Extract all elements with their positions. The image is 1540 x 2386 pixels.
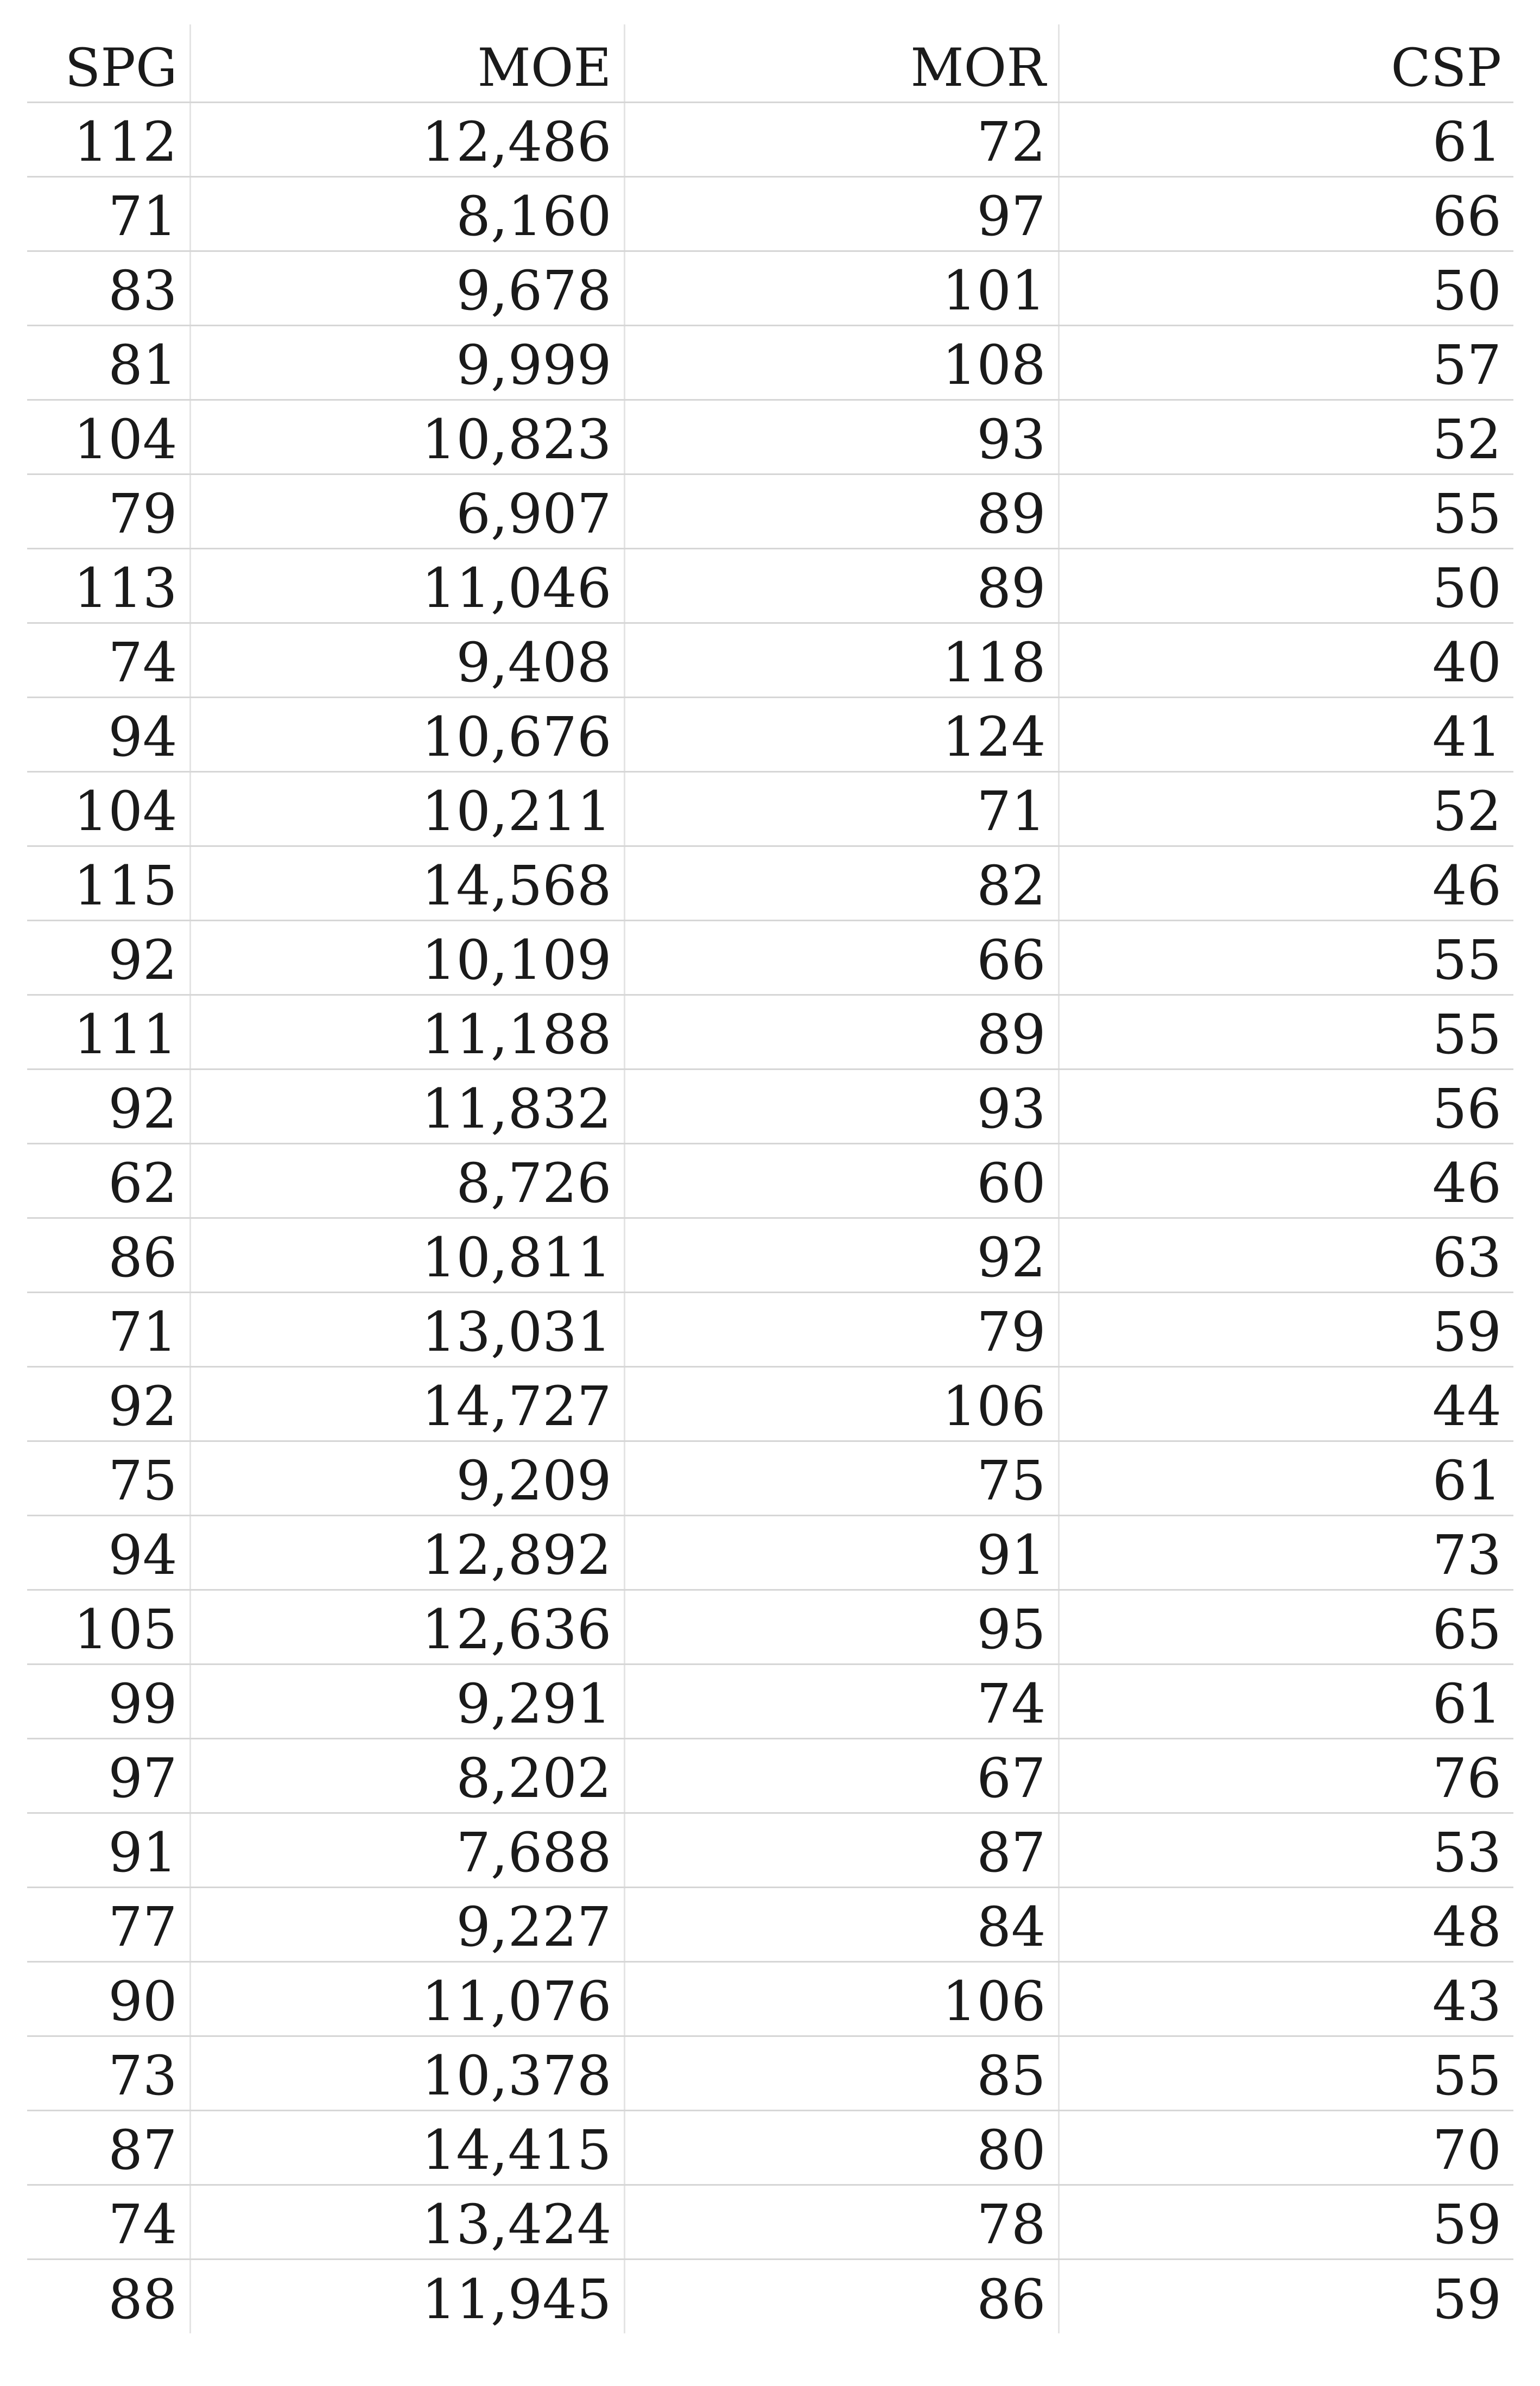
cell-moe[interactable]: 14,568 — [190, 846, 624, 920]
cell-moe[interactable]: 12,486 — [190, 102, 624, 176]
cell-spg[interactable]: 74 — [27, 623, 190, 697]
table-row — [27, 2110, 1513, 2185]
cell-moe[interactable]: 14,727 — [190, 1366, 624, 1441]
cell-mor[interactable]: 85 — [624, 2036, 1059, 2110]
cell-mor[interactable]: 108 — [624, 325, 1059, 400]
cell-moe[interactable]: 9,678 — [190, 251, 624, 325]
cell-spg[interactable]: 73 — [27, 2036, 190, 2110]
cell-spg[interactable]: 94 — [27, 1515, 190, 1590]
cell-csp[interactable]: 52 — [1059, 400, 1513, 474]
cell-spg[interactable]: 113 — [27, 548, 190, 623]
cell-csp[interactable]: 40 — [1059, 623, 1513, 697]
cell-spg[interactable]: 99 — [27, 1664, 190, 1738]
cell-csp[interactable]: 43 — [1059, 1961, 1513, 2036]
cell-mor[interactable]: 106 — [624, 1366, 1059, 1441]
data-table — [27, 24, 1513, 2333]
cell-mor[interactable]: 74 — [624, 1664, 1059, 1738]
cell-mor[interactable]: 71 — [624, 771, 1059, 846]
cell-mor[interactable]: 89 — [624, 548, 1059, 623]
table-row — [27, 1887, 1513, 1961]
cell-mor[interactable]: 89 — [624, 995, 1059, 1069]
cell-spg[interactable]: 91 — [27, 1813, 190, 1887]
cell-moe[interactable]: 9,999 — [190, 325, 624, 400]
table-row — [27, 1813, 1513, 1887]
cell-mor[interactable]: 84 — [624, 1887, 1059, 1961]
cell-mor[interactable]: 101 — [624, 251, 1059, 325]
cell-moe[interactable]: 12,892 — [190, 1515, 624, 1590]
cell-csp[interactable]: 65 — [1059, 1590, 1513, 1664]
cell-spg[interactable]: 81 — [27, 325, 190, 400]
cell-spg[interactable]: 92 — [27, 920, 190, 995]
cell-mor[interactable]: 75 — [624, 1441, 1059, 1515]
cell-mor[interactable]: 97 — [624, 176, 1059, 251]
table-row — [27, 1069, 1513, 1143]
cell-csp[interactable]: 53 — [1059, 1813, 1513, 1887]
table-row — [27, 995, 1513, 1069]
table-body — [27, 102, 1513, 2333]
cell-csp[interactable]: 56 — [1059, 1069, 1513, 1143]
cell-csp[interactable]: 66 — [1059, 176, 1513, 251]
cell-spg[interactable]: 75 — [27, 1441, 190, 1515]
cell-moe[interactable]: 10,211 — [190, 771, 624, 846]
spreadsheet-sheet — [27, 24, 1513, 2364]
table-row — [27, 474, 1513, 548]
header-row — [27, 24, 1513, 102]
cell-spg[interactable]: 88 — [27, 2259, 190, 2333]
cell-spg[interactable]: 90 — [27, 1961, 190, 2036]
table-row — [27, 697, 1513, 771]
table-row — [27, 1515, 1513, 1590]
cell-mor[interactable]: 78 — [624, 2185, 1059, 2259]
cell-mor[interactable]: 93 — [624, 400, 1059, 474]
table-row — [27, 2185, 1513, 2259]
cell-spg[interactable]: 115 — [27, 846, 190, 920]
cell-moe[interactable]: 6,907 — [190, 474, 624, 548]
cell-csp[interactable]: 55 — [1059, 995, 1513, 1069]
column-header-spg[interactable]: SPG — [27, 24, 190, 102]
cell-moe[interactable]: 11,076 — [190, 1961, 624, 2036]
cell-csp[interactable]: 61 — [1059, 1441, 1513, 1515]
cell-moe[interactable]: 9,227 — [190, 1887, 624, 1961]
cell-mor[interactable]: 118 — [624, 623, 1059, 697]
table-row — [27, 1366, 1513, 1441]
cell-spg[interactable]: 92 — [27, 1366, 190, 1441]
table-row — [27, 920, 1513, 995]
cell-mor[interactable]: 82 — [624, 846, 1059, 920]
cell-csp[interactable]: 55 — [1059, 920, 1513, 995]
cell-moe[interactable]: 11,188 — [190, 995, 624, 1069]
table-row — [27, 251, 1513, 325]
cell-mor[interactable]: 60 — [624, 1143, 1059, 1218]
cell-csp[interactable]: 41 — [1059, 697, 1513, 771]
cell-csp[interactable]: 55 — [1059, 2036, 1513, 2110]
cell-csp[interactable]: 50 — [1059, 251, 1513, 325]
cell-csp[interactable]: 55 — [1059, 474, 1513, 548]
cell-moe[interactable]: 9,291 — [190, 1664, 624, 1738]
cell-spg[interactable]: 79 — [27, 474, 190, 548]
cell-spg[interactable]: 77 — [27, 1887, 190, 1961]
cell-csp[interactable]: 52 — [1059, 771, 1513, 846]
table-row — [27, 2259, 1513, 2333]
cell-moe[interactable]: 14,415 — [190, 2110, 624, 2185]
cell-moe[interactable]: 13,031 — [190, 1292, 624, 1366]
cell-spg[interactable]: 86 — [27, 1218, 190, 1292]
cell-csp[interactable]: 63 — [1059, 1218, 1513, 1292]
cell-spg[interactable]: 74 — [27, 2185, 190, 2259]
cell-moe[interactable]: 11,046 — [190, 548, 624, 623]
column-header-mor[interactable]: MOR — [624, 24, 1059, 102]
table-row — [27, 1961, 1513, 2036]
cell-spg[interactable]: 94 — [27, 697, 190, 771]
table-row — [27, 1143, 1513, 1218]
cell-spg[interactable]: 83 — [27, 251, 190, 325]
cell-moe[interactable]: 12,636 — [190, 1590, 624, 1664]
cell-spg[interactable]: 71 — [27, 176, 190, 251]
column-header-moe[interactable]: MOE — [190, 24, 624, 102]
table-row — [27, 1590, 1513, 1664]
cell-csp[interactable]: 46 — [1059, 846, 1513, 920]
cell-csp[interactable]: 61 — [1059, 102, 1513, 176]
cell-spg[interactable]: 104 — [27, 771, 190, 846]
cell-moe[interactable]: 8,726 — [190, 1143, 624, 1218]
cell-csp[interactable]: 50 — [1059, 548, 1513, 623]
table-row — [27, 176, 1513, 251]
cell-csp[interactable]: 59 — [1059, 1292, 1513, 1366]
table-row — [27, 1441, 1513, 1515]
cell-moe[interactable]: 8,160 — [190, 176, 624, 251]
table-row — [27, 400, 1513, 474]
cell-moe[interactable]: 11,945 — [190, 2259, 624, 2333]
cell-moe[interactable]: 13,424 — [190, 2185, 624, 2259]
cell-spg[interactable]: 105 — [27, 1590, 190, 1664]
cell-mor[interactable]: 93 — [624, 1069, 1059, 1143]
cell-moe[interactable]: 10,378 — [190, 2036, 624, 2110]
cell-mor[interactable]: 92 — [624, 1218, 1059, 1292]
cell-spg[interactable]: 62 — [27, 1143, 190, 1218]
cell-moe[interactable]: 9,209 — [190, 1441, 624, 1515]
cell-mor[interactable]: 80 — [624, 2110, 1059, 2185]
table-row — [27, 1738, 1513, 1813]
cell-mor[interactable]: 79 — [624, 1292, 1059, 1366]
cell-mor[interactable]: 87 — [624, 1813, 1059, 1887]
cell-moe[interactable]: 7,688 — [190, 1813, 624, 1887]
table-row — [27, 1292, 1513, 1366]
cell-moe[interactable]: 10,676 — [190, 697, 624, 771]
cell-mor[interactable]: 106 — [624, 1961, 1059, 2036]
cell-csp[interactable]: 70 — [1059, 2110, 1513, 2185]
column-header-csp[interactable]: CSP — [1059, 24, 1513, 102]
cell-csp[interactable]: 44 — [1059, 1366, 1513, 1441]
cell-mor[interactable]: 91 — [624, 1515, 1059, 1590]
cell-csp[interactable]: 76 — [1059, 1738, 1513, 1813]
table-row — [27, 771, 1513, 846]
cell-csp[interactable]: 59 — [1432, 2268, 1501, 2331]
cell-mor[interactable]: 124 — [624, 697, 1059, 771]
table-row — [27, 623, 1513, 697]
cell-csp[interactable]: 57 — [1059, 325, 1513, 400]
table-row — [27, 325, 1513, 400]
cell-spg[interactable]: 97 — [27, 1738, 190, 1813]
table-row — [27, 548, 1513, 623]
cell-mor[interactable]: 86 — [624, 2259, 1059, 2333]
cell-spg[interactable]: 87 — [27, 2110, 190, 2185]
cell-moe[interactable]: 8,202 — [190, 1738, 624, 1813]
cell-spg[interactable]: 112 — [27, 102, 190, 176]
cell-mor[interactable]: 95 — [624, 1590, 1059, 1664]
table-row — [27, 102, 1513, 176]
cell-csp[interactable]: 59 — [1059, 2185, 1513, 2259]
cell-moe[interactable]: 10,109 — [190, 920, 624, 995]
cell-spg[interactable]: 92 — [27, 1069, 190, 1143]
cell-csp[interactable]: 61 — [1059, 1664, 1513, 1738]
cell-mor[interactable]: 66 — [624, 920, 1059, 995]
cell-spg[interactable]: 71 — [27, 1292, 190, 1366]
cell-csp[interactable]: 48 — [1059, 1887, 1513, 1961]
cell-mor[interactable]: 67 — [624, 1738, 1059, 1813]
cell-moe[interactable]: 10,811 — [190, 1218, 624, 1292]
cell-csp[interactable]: 73 — [1059, 1515, 1513, 1590]
cell-csp[interactable]: 46 — [1059, 1143, 1513, 1218]
cell-moe[interactable]: 9,408 — [190, 623, 624, 697]
cell-mor[interactable]: 72 — [624, 102, 1059, 176]
table-row — [27, 846, 1513, 920]
cell-moe[interactable]: 11,832 — [190, 1069, 624, 1143]
table-row — [27, 1218, 1513, 1292]
table-row — [27, 2036, 1513, 2110]
cell-spg[interactable]: 104 — [27, 400, 190, 474]
table-row — [27, 1664, 1513, 1738]
cell-spg[interactable]: 111 — [27, 995, 190, 1069]
cell-moe[interactable]: 10,823 — [190, 400, 624, 474]
cell-mor[interactable]: 89 — [624, 474, 1059, 548]
